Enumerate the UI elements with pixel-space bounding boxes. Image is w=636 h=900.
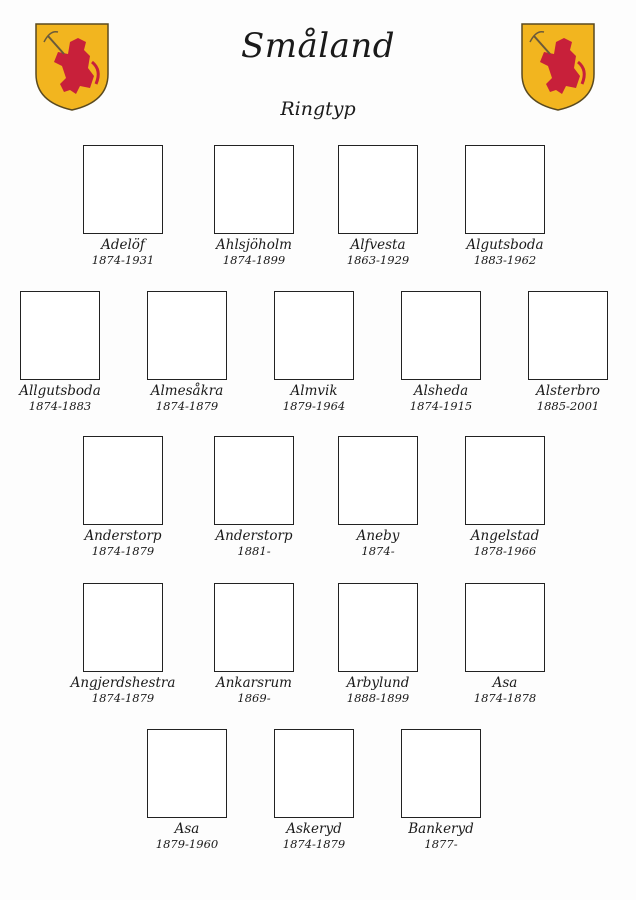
stamp-box[interactable] xyxy=(214,583,294,672)
stamp-name: Ankarsrum xyxy=(215,675,292,691)
stamp-years: 1869- xyxy=(237,691,271,705)
stamp-box[interactable] xyxy=(274,291,354,380)
stamp-name: Alsheda xyxy=(413,383,469,399)
stamp-name: Asa xyxy=(174,821,200,837)
stamp-name: Arbylund xyxy=(346,675,410,691)
stamp-box[interactable] xyxy=(83,145,163,234)
stamp-name: Aneby xyxy=(356,528,400,544)
stamp-name: Almvik xyxy=(290,383,338,399)
stamp-box[interactable] xyxy=(401,729,481,818)
stamp-name: Almesåkra xyxy=(150,383,224,399)
stamp-slot xyxy=(323,145,433,268)
stamp-slot xyxy=(199,583,309,706)
stamp-box[interactable] xyxy=(465,145,545,234)
stamp-slot xyxy=(132,291,242,414)
stamp-years: 1874-1878 xyxy=(473,691,537,705)
stamp-slot xyxy=(132,729,242,852)
stamp-years: 1885-2001 xyxy=(536,399,600,413)
stamp-years: 1863-1929 xyxy=(346,253,410,267)
stamp-box[interactable] xyxy=(401,291,481,380)
stamp-years: 1879-1964 xyxy=(282,399,346,413)
stamp-slot xyxy=(386,291,496,414)
stamp-slot xyxy=(323,583,433,706)
stamp-years: 1874-1879 xyxy=(91,544,155,558)
stamp-name: Alfvesta xyxy=(350,237,406,253)
stamp-years: 1874-1931 xyxy=(91,253,155,267)
stamp-name: Angjerdshestra xyxy=(70,675,176,691)
stamp-name: Anderstorp xyxy=(84,528,162,544)
stamp-box[interactable] xyxy=(274,729,354,818)
stamp-years: 1874-1879 xyxy=(91,691,155,705)
stamp-box[interactable] xyxy=(83,436,163,525)
stamp-box[interactable] xyxy=(20,291,100,380)
stamp-slot xyxy=(259,729,369,852)
stamp-years: 1874-1879 xyxy=(282,837,346,851)
page-subtitle: Ringtyp xyxy=(280,98,356,120)
stamp-years: 1879-1960 xyxy=(155,837,219,851)
stamp-slot xyxy=(68,583,178,706)
stamp-box[interactable] xyxy=(147,291,227,380)
stamp-name: Asa xyxy=(492,675,518,691)
stamp-slot xyxy=(5,291,115,414)
stamp-slot xyxy=(450,583,560,706)
stamp-box[interactable] xyxy=(465,436,545,525)
stamp-name: Bankeryd xyxy=(408,821,474,837)
stamp-box[interactable] xyxy=(83,583,163,672)
stamp-slot xyxy=(259,291,369,414)
stamp-years: 1878-1966 xyxy=(473,544,537,558)
stamp-years: 1888-1899 xyxy=(346,691,410,705)
stamp-years: 1881- xyxy=(237,544,271,558)
stamp-box[interactable] xyxy=(214,436,294,525)
stamp-box[interactable] xyxy=(338,583,418,672)
stamp-name: Alsterbro xyxy=(535,383,601,399)
stamp-box[interactable] xyxy=(528,291,608,380)
stamp-slot xyxy=(323,436,433,559)
stamp-box[interactable] xyxy=(147,729,227,818)
page-title: Småland xyxy=(240,26,396,66)
stamp-years: 1883-1962 xyxy=(473,253,537,267)
stamp-box[interactable] xyxy=(338,436,418,525)
stamp-slot xyxy=(450,145,560,268)
stamp-years: 1874-1899 xyxy=(222,253,286,267)
stamp-slot xyxy=(386,729,496,852)
stamp-box[interactable] xyxy=(465,583,545,672)
stamp-name: Allgutsboda xyxy=(19,383,101,399)
stamp-slot xyxy=(68,436,178,559)
stamp-years: 1874-1883 xyxy=(28,399,92,413)
stamp-slot xyxy=(450,436,560,559)
stamp-name: Angelstad xyxy=(470,528,540,544)
stamp-slot xyxy=(68,145,178,268)
stamp-years: 1874-1915 xyxy=(409,399,473,413)
stamp-slot xyxy=(199,436,309,559)
stamp-name: Ahlsjöholm xyxy=(216,237,292,253)
stamp-name: Adelöf xyxy=(101,237,145,253)
stamp-box[interactable] xyxy=(338,145,418,234)
stamp-slot xyxy=(513,291,623,414)
stamp-name: Askeryd xyxy=(286,821,342,837)
stamp-name: Algutsboda xyxy=(466,237,544,253)
stamp-slot xyxy=(199,145,309,268)
stamp-years: 1877- xyxy=(424,837,458,851)
stamp-name: Anderstorp xyxy=(215,528,293,544)
stamp-years: 1874- xyxy=(361,544,395,558)
stamp-years: 1874-1879 xyxy=(155,399,219,413)
stamp-box[interactable] xyxy=(214,145,294,234)
